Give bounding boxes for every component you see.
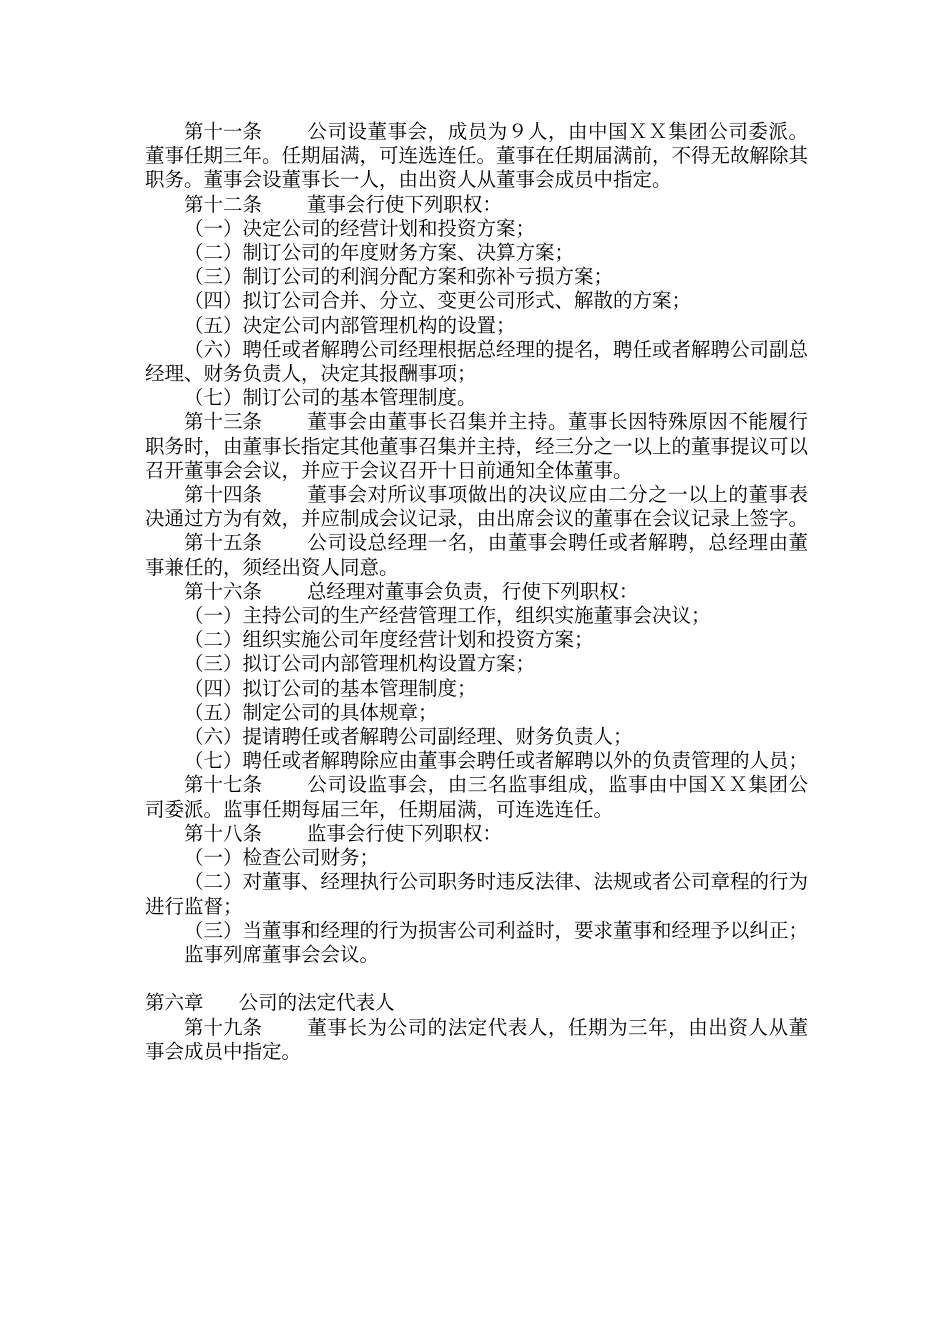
chapter-title: 公司的法定代表人 [238,991,395,1015]
article-text: 董事长为公司的法定代表人，任期为三年，由出资人从董事会成员中指定。 [145,1015,808,1063]
article-text: 公司设监事会，由三名监事组成，监事由中国ＸＸ集团公司委派。监事任期每届三年，任期届满，可连选连任。 [145,773,808,821]
article-16 [145,580,808,604]
article-18 [145,822,808,846]
list-item: （七）聘任或者解聘除应由董事会聘任或者解聘以外的负责管理的人员； [184,749,809,773]
article-text: 公司设董事会，成员为９人，由中国ＸＸ集团公司委派。董事任期三年。任期届满，可连选连任。董事在任期届满前，不得无故解除其职务。董事会设董事长一人，由出资人从董事会成员中指定。 [145,120,809,192]
list-item: （二）对董事、经理执行公司职务时违反法律、法规或者公司章程的行为进行监督； [145,870,809,918]
article-label: 第十七条 [184,773,263,797]
list-item: （三）制订公司的利润分配方案和弥补亏损方案； [184,265,614,289]
list-item: （六）提请聘任或者解聘公司副经理、财务负责人； [184,725,633,749]
article-label: 第十三条 [184,410,263,434]
article-label: 第十四条 [184,483,263,507]
list-item: （三）当董事和经理的行为损害公司利益时，要求董事和经理予以纠正； [184,918,809,942]
document-page [145,120,808,1064]
article-label: 第十九条 [184,1015,263,1039]
chapter-number: 第六章 [145,991,204,1015]
list-item: （一）主持公司的生产经营管理工作，组织实施董事会决议； [184,604,711,628]
article-label: 第十一条 [184,120,263,143]
article-15 [145,531,808,579]
list-item: （六）聘任或者解聘公司经理根据总经理的提名，聘任或者解聘公司副总经理、财务负责人，决定其报酬事项； [145,337,809,386]
article-text: 董事会行使下列职权： [306,192,502,216]
chapter-heading [145,991,808,1015]
article-13 [145,410,808,483]
article-19 [145,1016,808,1064]
article-14 [145,483,808,531]
list-item: （五）决定公司内部管理机构的设置； [184,313,516,337]
article-text: 公司设总经理一名，由董事会聘任或者解聘，总经理由董事兼任的，须经出资人同意。 [145,531,808,579]
article-text: 董事会对所议事项做出的决议应由二分之一以上的董事表决通过方为有效，并应制成会议记录，由出席会议的董事在会议记录上签字。 [145,483,809,531]
list-item: （一）检查公司财务； [184,846,380,870]
article-label: 第十八条 [184,821,263,845]
article-label: 第十二条 [184,192,263,216]
article-11 [145,120,808,193]
list-item: （三）拟订公司内部管理机构设置方案； [184,652,536,676]
article-17 [145,773,808,821]
list-item: （五）制定公司的具体规章； [184,700,438,724]
article-label: 第十六条 [184,579,263,603]
article-label: 第十五条 [184,531,263,555]
list-item: （二）组织实施公司年度经营计划和投资方案； [184,628,594,652]
article-text: 总经理对董事会负责，行使下列职权： [306,579,639,603]
list-item: （一）决定公司的经营计划和投资方案； [184,216,536,240]
article-closing: 监事列席董事会会议。 [184,942,380,966]
list-item: （四）拟订公司的基本管理制度； [184,676,477,700]
article-text: 监事会行使下列职权： [306,821,502,845]
list-item: （二）制订公司的年度财务方案、决算方案； [184,241,575,265]
article-12 [145,193,808,217]
article-text: 董事会由董事长召集并主持。董事长因特殊原因不能履行职务时，由董事长指定其他董事召集并主持，经三分之一以上的董事提议可以召开董事会会议，并应于会议召开十日前通知全体董事。 [145,410,809,482]
list-item: （七）制订公司的基本管理制度。 [184,386,477,410]
blank-line [145,967,808,991]
list-item: （四）拟订公司合并、分立、变更公司形式、解散的方案； [184,289,692,313]
